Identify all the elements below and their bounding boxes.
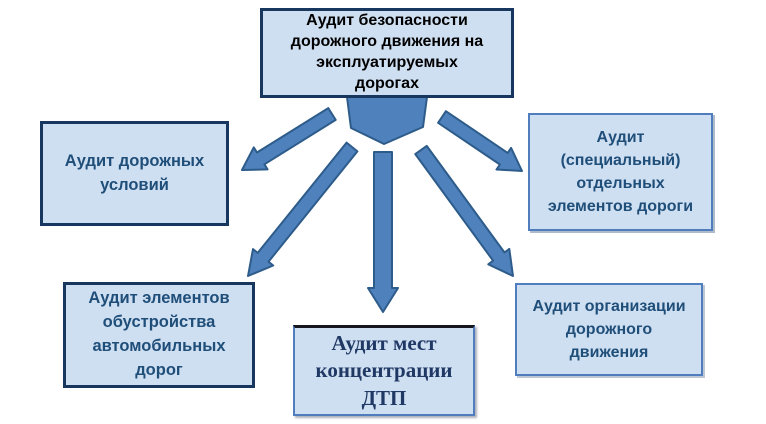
- label-line: условий: [100, 175, 169, 194]
- funnel-connector: [347, 97, 427, 144]
- label-line: ДТП: [361, 385, 407, 410]
- label-line: концентрации: [315, 358, 453, 383]
- node-equipment-elements: [63, 282, 255, 388]
- label-line: Аудит организации: [532, 297, 686, 315]
- label-line: дорожного: [565, 320, 653, 338]
- label-line: Аудит безопасности: [306, 12, 468, 30]
- arrow-to-road-conditions: [242, 108, 336, 170]
- label-line: Аудит элементов: [88, 289, 230, 308]
- label-line: Аудит дорожных: [64, 152, 205, 171]
- label-line: дорогах: [355, 74, 419, 92]
- label-line: дорог: [135, 360, 183, 379]
- node-root: [260, 8, 514, 98]
- label-line: эксплуатируемых: [316, 54, 458, 71]
- arrow-to-accident-concentration: [368, 152, 398, 312]
- label-line: (специальный): [560, 151, 681, 169]
- label-line: движения: [569, 344, 649, 362]
- node-road-conditions: [40, 121, 229, 226]
- label-line: Аудит мест: [331, 331, 437, 356]
- label-line: элементов дороги: [547, 198, 694, 216]
- label-line: автомобильных: [92, 337, 226, 355]
- arrow-to-special-elements: [438, 111, 522, 171]
- node-traffic-organization: [515, 283, 703, 376]
- label-line: дорожного движения на: [290, 33, 484, 51]
- label-line: отдельных: [576, 175, 665, 192]
- node-accident-concentration: [293, 325, 475, 416]
- label-line: Аудит: [596, 128, 645, 146]
- node-special-elements: [528, 113, 713, 231]
- label-line: обустройства: [102, 313, 216, 332]
